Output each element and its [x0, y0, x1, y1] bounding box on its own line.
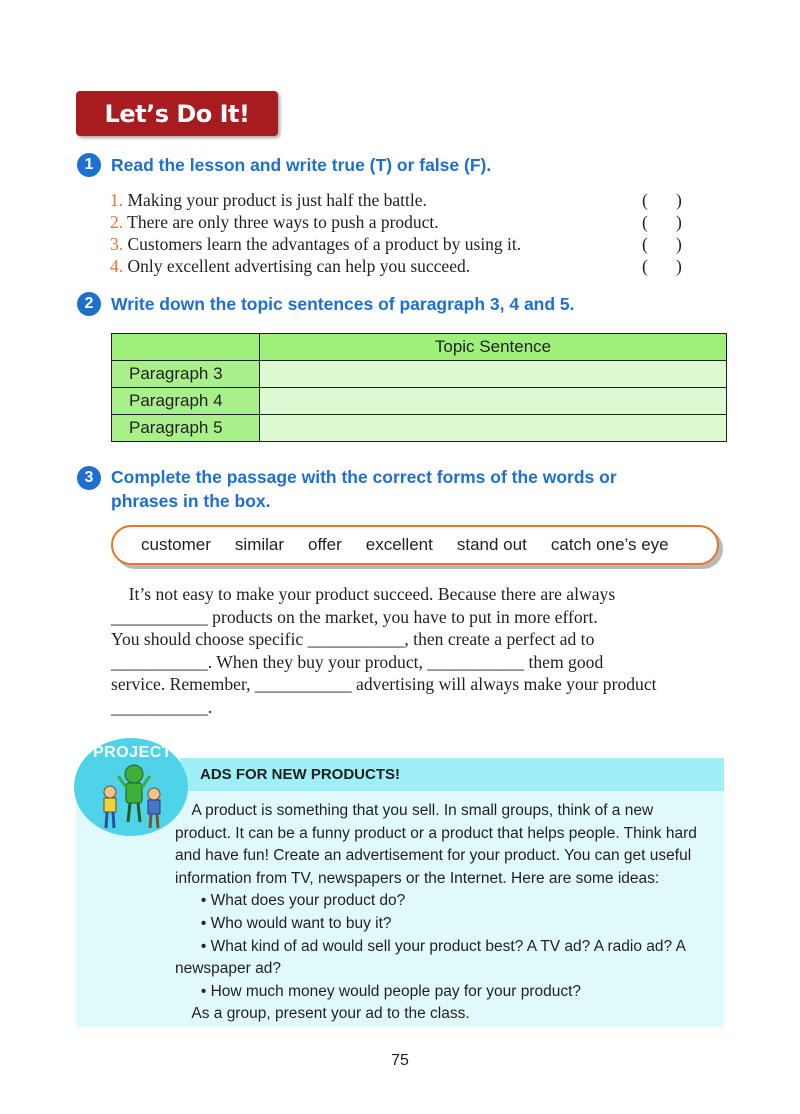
table-row [112, 361, 727, 388]
section-1-number: 1 [77, 153, 101, 177]
project-instructions [175, 800, 735, 1026]
banner-title: Let’s Do It! [104, 99, 250, 128]
answer-cell[interactable] [260, 361, 727, 388]
passage-line: It’s not easy to make your product succeed. Because there are always [111, 584, 616, 604]
project-line: • What does your product do? [175, 892, 406, 910]
section-3-number: 3 [77, 466, 101, 490]
tf-item-3 [110, 233, 690, 255]
word-item: offer [308, 535, 342, 554]
answer-close-paren: ) [676, 190, 682, 210]
project-line: product. It can be a funny product or a product that helps people. Think hard [175, 824, 697, 842]
answer-open-paren: ( [642, 190, 648, 210]
project-line: • How much money would people pay for your product? [175, 982, 582, 1000]
project-line: • What kind of ad would sell your product best? A TV ad? A radio ad? A [175, 937, 686, 955]
answer-close-paren: ) [676, 234, 682, 254]
row-label: Paragraph 4 [112, 388, 260, 415]
true-false-list [110, 189, 690, 277]
answer-close-paren: ) [676, 256, 682, 276]
tf-item-text: Customers learn the advantages of a product by using it. [123, 234, 522, 254]
lets-do-it-banner [76, 91, 278, 136]
section-3-heading-line2: phrases in the box. [111, 491, 271, 511]
word-item: catch one’s eye [550, 535, 669, 554]
kids-illustration-icon [96, 762, 168, 834]
project-line: As a group, present your ad to the class. [175, 1005, 470, 1023]
passage-line: ___________ products on the market, you have to put in more effort. [111, 606, 598, 627]
answer-cell[interactable] [260, 415, 727, 442]
passage-line: ___________. When they buy your product, ___________ them good [111, 651, 604, 672]
topic-sentence-table [111, 333, 727, 442]
passage-line: service. Remember, ___________ advertising will always make your product [111, 674, 657, 695]
table-row [112, 388, 727, 415]
tf-item-2 [110, 211, 690, 233]
tf-item-number: 4. [110, 256, 124, 276]
project-line: information from TV, newspapers or the Internet. Here are some ideas: [175, 869, 660, 887]
tf-item-text: Only excellent advertising can help you succeed. [123, 256, 471, 276]
project-line: and have fun! Create an advertisement for your product. You can get useful [175, 847, 692, 865]
fill-in-passage [111, 583, 731, 719]
section-2-heading: Write down the topic sentences of paragraph 3, 4 and 5. [111, 294, 575, 314]
project-badge-label: PROJECT [93, 744, 173, 761]
tf-item-number: 1. [110, 190, 124, 210]
word-item: stand out [456, 535, 527, 554]
page-number: 75 [391, 1052, 409, 1069]
tf-item-text: There are only three ways to push a product. [123, 212, 439, 232]
passage-line: ___________. [111, 696, 213, 717]
word-box [111, 525, 719, 565]
tf-item-4 [110, 255, 690, 277]
project-line: A product is something that you sell. In small groups, think of a new [175, 802, 654, 819]
project-line: newspaper ad? [175, 960, 281, 978]
answer-open-paren: ( [642, 234, 648, 254]
section-1-heading: Read the lesson and write true (T) or false (F). [111, 155, 492, 175]
answer-close-paren: ) [676, 212, 682, 232]
row-label: Paragraph 5 [112, 415, 260, 442]
passage-line: You should choose specific ___________, then create a perfect ad to [111, 629, 595, 650]
project-title: ADS FOR NEW PRODUCTS! [200, 766, 400, 783]
table-header-topic-sentence: Topic Sentence [260, 334, 727, 361]
answer-open-paren: ( [642, 256, 648, 276]
answer-open-paren: ( [642, 212, 648, 232]
table-header-empty-cell [112, 334, 260, 361]
word-item: excellent [365, 535, 433, 554]
tf-item-text: Making your product is just half the battle. [123, 190, 427, 210]
answer-cell[interactable] [260, 388, 727, 415]
project-line: • Who would want to buy it? [175, 914, 392, 932]
word-item: similar [234, 535, 285, 554]
row-label: Paragraph 3 [112, 361, 260, 388]
table-header-row [112, 334, 727, 361]
section-3-heading-line1: Complete the passage with the correct forms of the words or [111, 467, 617, 487]
word-item: customer [141, 535, 211, 554]
section-2-number: 2 [77, 292, 101, 316]
tf-item-number: 2. [110, 212, 124, 232]
tf-item-1 [110, 189, 690, 211]
table-row [112, 415, 727, 442]
tf-item-number: 3. [110, 234, 124, 254]
